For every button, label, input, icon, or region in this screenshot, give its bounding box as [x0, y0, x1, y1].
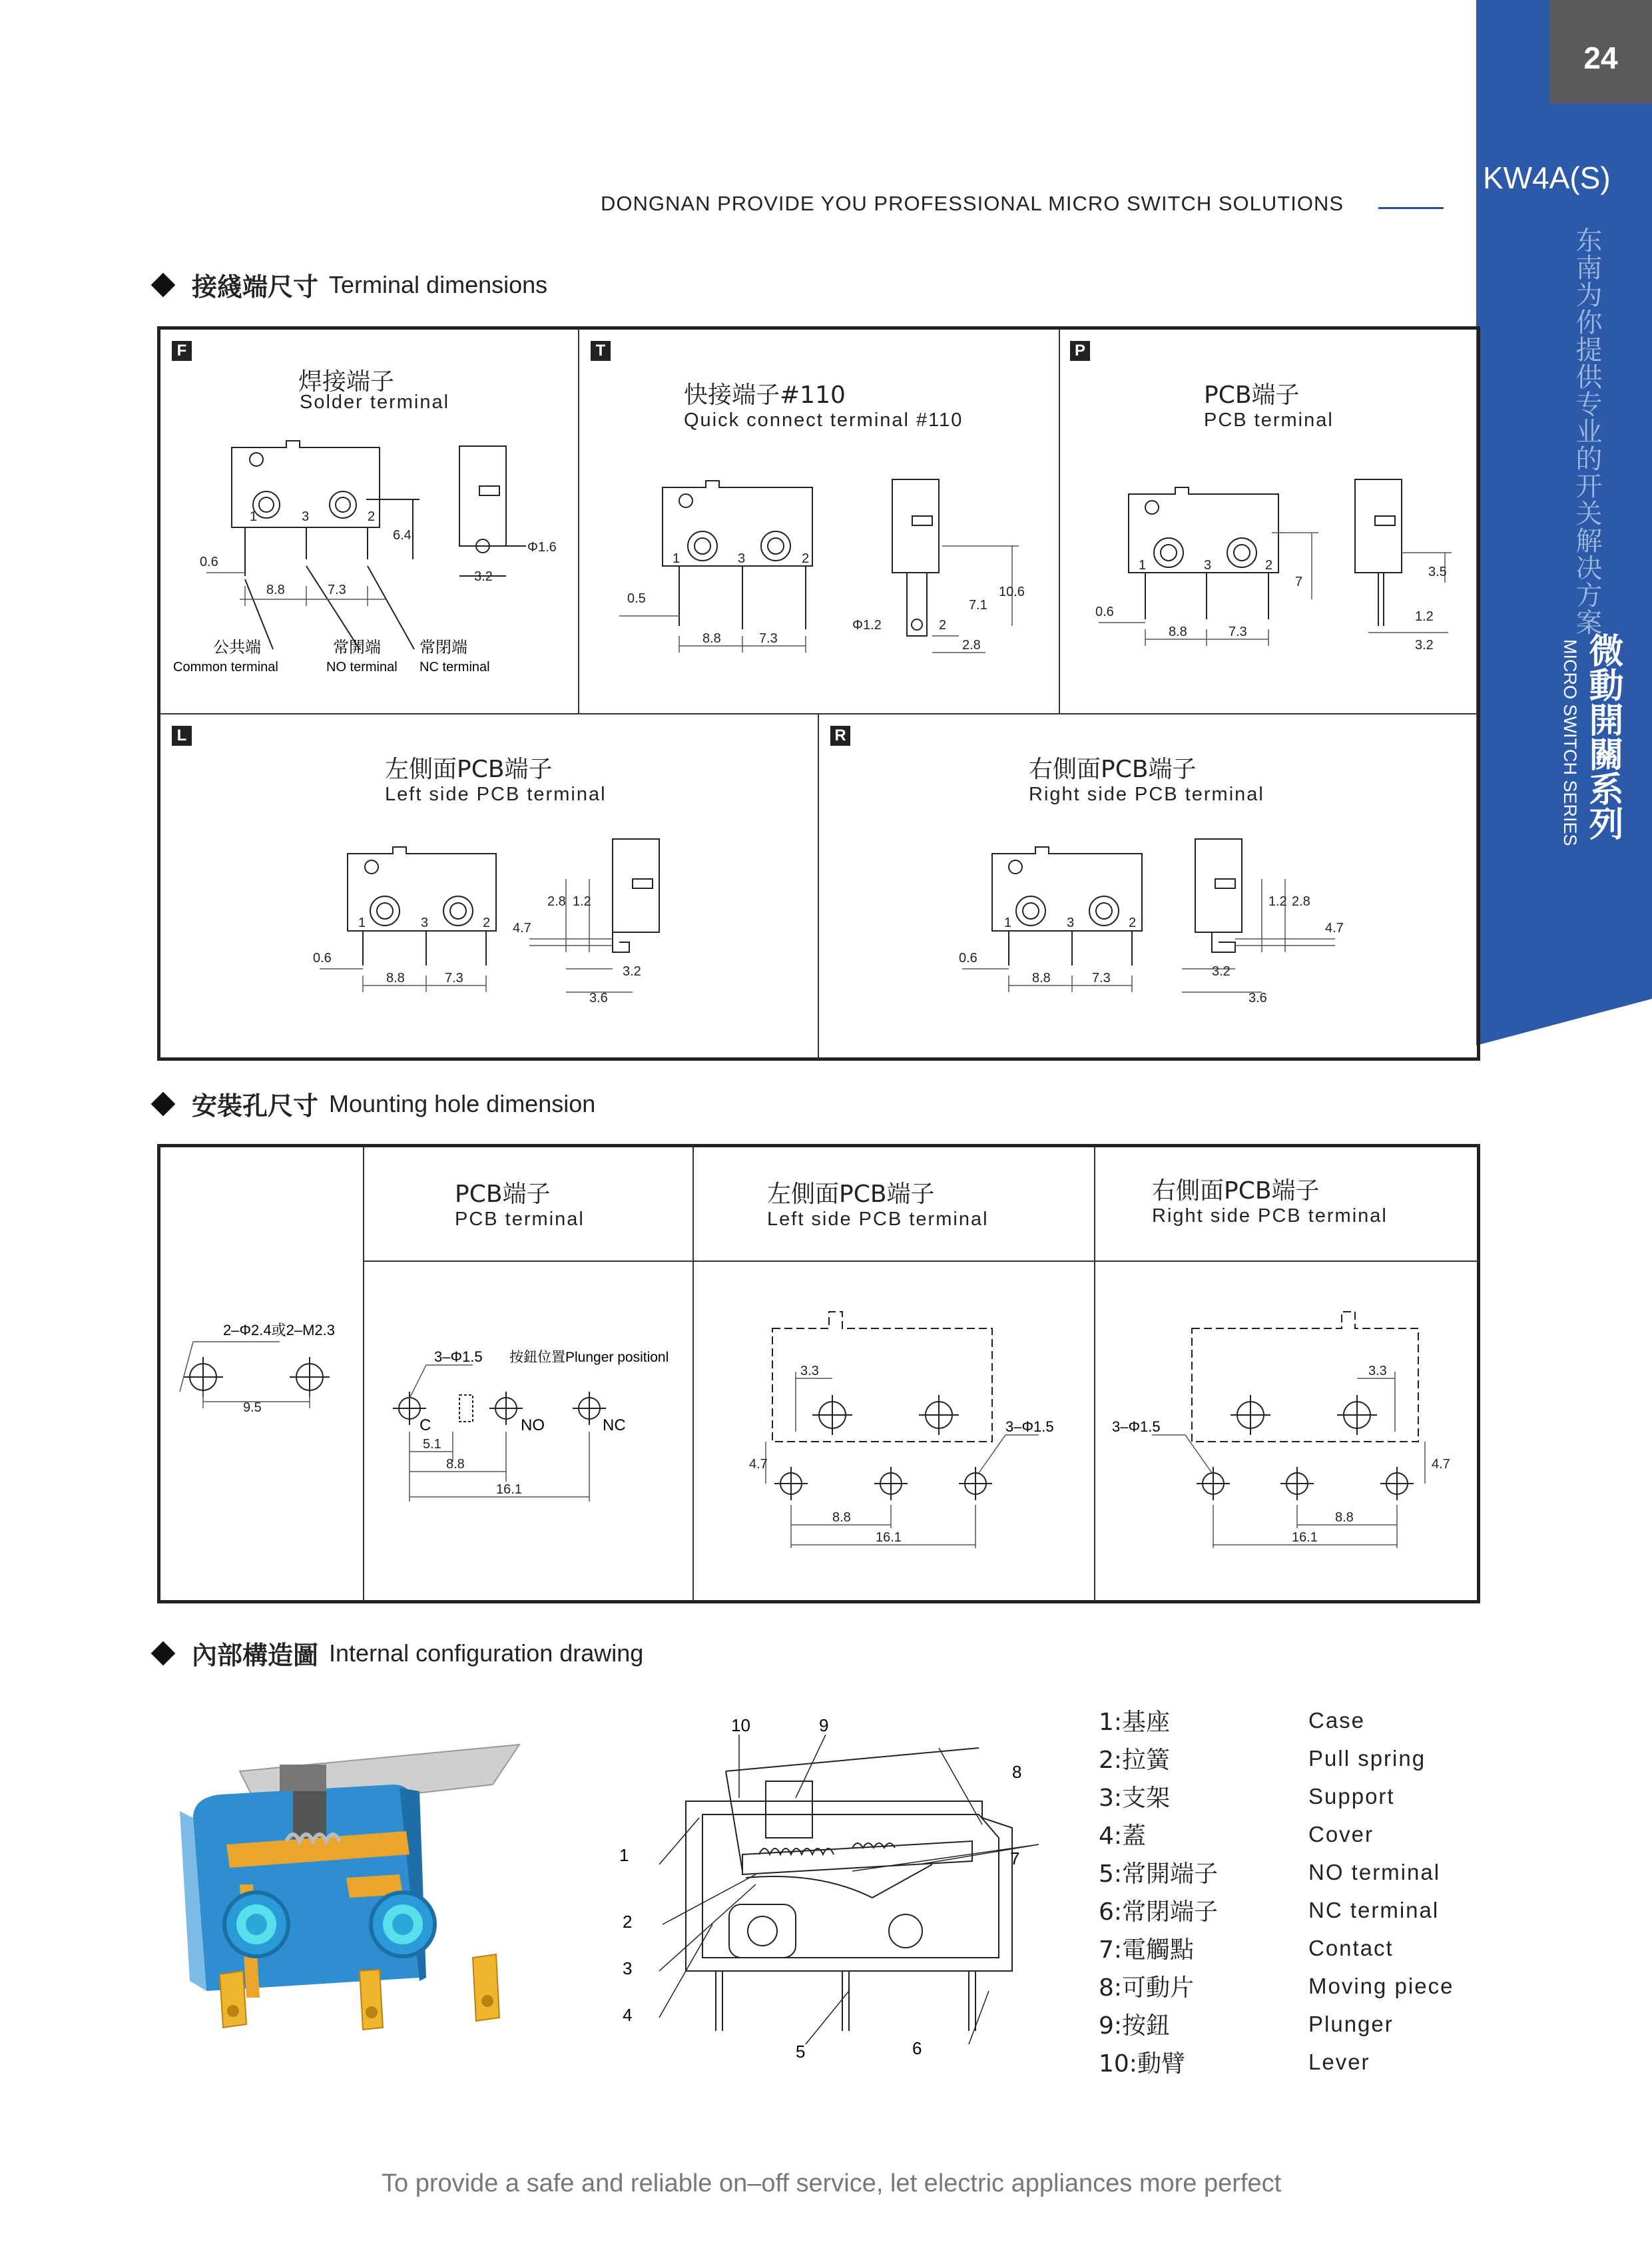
dim-label: 0.6 [200, 555, 218, 569]
cell-letter-badge: T [591, 341, 611, 361]
part-zh: 7:電觸點 [1099, 1936, 1195, 1964]
dim-label: 5.1 [423, 1437, 441, 1452]
callout-label: 6 [912, 2038, 922, 2058]
internal-line-drawing [599, 1705, 1052, 2064]
dim-label: 3.5 [1428, 565, 1447, 579]
dim-label: Φ1.2 [852, 618, 882, 633]
section-title-en: Internal configuration drawing [329, 1639, 644, 1667]
dim-label: 3.3 [1368, 1364, 1387, 1378]
dim-label: 4.7 [513, 921, 531, 936]
cell-title-en: Solder terminal [300, 392, 450, 413]
dim-label: Φ1.6 [527, 540, 557, 555]
pin-label: 1 [1004, 916, 1012, 930]
header-tagline: DONGNAN PROVIDE YOU PROFESSIONAL MICRO SWITCH SOLUTIONS [601, 192, 1344, 215]
dim-label: 9.5 [243, 1400, 262, 1415]
pcb-mounting-drawing [373, 1338, 686, 1512]
part-en: Contact [1308, 1936, 1394, 1960]
dim-label: 8.8 [1169, 625, 1187, 639]
side-band [1476, 0, 1652, 1045]
mounting-table-col-divider [1094, 1147, 1095, 1601]
dim-label: 8.8 [1032, 971, 1051, 985]
solder-terminal-drawing [166, 426, 573, 693]
mounting-table-header-divider [364, 1261, 1479, 1262]
side-slogan: 东南为你提供专业的开关解决方案 [1571, 226, 1602, 636]
pin-label: 3 [302, 509, 310, 524]
callout-label: 2 [623, 1912, 633, 1932]
pin-nc-label: NC [603, 1416, 626, 1434]
mount-col-title-en: Right side PCB terminal [1152, 1205, 1388, 1227]
section-title-internal [154, 1635, 643, 1671]
switch-3d-illustration [180, 1725, 533, 2038]
dim-label: 8.8 [446, 1457, 465, 1472]
part-en: Pull spring [1308, 1746, 1426, 1771]
cell-title-zh: PCB端子 [1204, 382, 1300, 409]
side-series-en: MICRO SWITCH SERIES [1560, 639, 1580, 846]
quick-connect-drawing [586, 453, 1052, 706]
dim-label: 8.8 [832, 1510, 851, 1525]
dim-label: 7.3 [445, 971, 463, 985]
section-title-mounting [154, 1085, 595, 1122]
mounting-holes-drawing [166, 1312, 360, 1432]
part-zh: 6:常閉端子 [1099, 1898, 1219, 1926]
plunger-position-label: 按鈕位置Plunger positionl [509, 1350, 669, 1365]
cell-title-zh: 快接端子#110 [684, 382, 846, 409]
pin-label: 2 [1265, 558, 1273, 573]
callout-label: 4 [623, 2005, 633, 2025]
dim-label: 16.1 [876, 1530, 902, 1545]
dim-label: 7.3 [328, 583, 346, 597]
cell-title-en: Left side PCB terminal [385, 784, 607, 805]
left-side-pcb-drawing [300, 826, 806, 1045]
callout-label: 8 [1012, 1762, 1022, 1782]
pin-label: 2 [483, 916, 491, 930]
part-zh: 10:動臂 [1099, 2050, 1185, 2078]
part-en: Plunger [1308, 2012, 1394, 2036]
mounting-table-col-divider [363, 1147, 364, 1601]
dim-label: 8.8 [1335, 1510, 1354, 1525]
callout-label: 9 [819, 1715, 829, 1735]
pin-label: 3 [738, 551, 746, 566]
dim-label: 3.2 [1212, 964, 1231, 979]
part-en: NO terminal [1308, 1860, 1441, 1884]
cell-title-zh: 焊接端子 [298, 368, 395, 396]
callout-label: 7 [1010, 1848, 1020, 1868]
dim-label: 1.2 [1415, 609, 1434, 624]
mounting-table-col-divider [692, 1147, 694, 1601]
terminal-table-col-divider [578, 329, 579, 714]
dim-label: 0.6 [1095, 605, 1114, 619]
side-series-zh: 微動開關系列 [1583, 633, 1623, 840]
dim-label: 1.2 [573, 894, 591, 909]
pin-label: 2 [802, 551, 810, 566]
section-title-en: Terminal dimensions [329, 270, 548, 298]
section-title-en: Mounting hole dimension [329, 1089, 596, 1117]
dim-label: 10.6 [999, 585, 1025, 599]
part-zh: 2:拉簧 [1099, 1747, 1171, 1774]
terminal-table-col-divider [818, 714, 819, 1059]
cell-letter-badge: R [830, 726, 850, 746]
cell-title-zh: 左側面PCB端子 [385, 756, 553, 783]
part-zh: 1:基座 [1099, 1709, 1171, 1736]
pin-label: 1 [358, 916, 366, 930]
callout-label: 10 [731, 1715, 750, 1735]
terminal-label-en: NO terminal [326, 660, 398, 675]
dim-label: 4.7 [749, 1457, 768, 1472]
dim-label: 2 [939, 618, 947, 633]
left-side-mounting-drawing [726, 1298, 1079, 1565]
dim-label: 7.1 [969, 598, 987, 613]
part-en: Moving piece [1308, 1974, 1454, 1998]
cell-letter-badge: F [172, 341, 192, 361]
part-en: Support [1308, 1784, 1395, 1809]
dim-label: 0.5 [627, 591, 646, 606]
model-code: KW4A(S) [1483, 160, 1611, 195]
dim-label: 7.3 [1229, 625, 1247, 639]
right-side-mounting-drawing [1112, 1298, 1472, 1565]
dim-label: 3.3 [800, 1364, 819, 1378]
pin-no-label: NO [521, 1416, 545, 1434]
part-zh: 8:可動片 [1099, 1974, 1195, 2002]
dim-label: 3.2 [474, 569, 493, 584]
terminal-label-zh: 公共端 [213, 639, 261, 657]
dim-label: 16.1 [496, 1482, 522, 1497]
pcb-terminal-drawing [1065, 466, 1472, 706]
section-title-terminal [154, 266, 547, 303]
pin-label: 2 [1129, 916, 1137, 930]
dim-label: 3.2 [623, 964, 641, 979]
diamond-bullet-icon [151, 272, 176, 297]
callout-label: 3 [623, 1958, 633, 1978]
right-side-pcb-drawing [942, 826, 1448, 1045]
mount-col-title-en: Left side PCB terminal [767, 1209, 989, 1230]
dim-label: 3.6 [1248, 991, 1267, 1005]
pin-label: 1 [673, 551, 681, 566]
dim-label: 7.3 [1092, 971, 1111, 985]
section-title-zh: 接綫端尺寸 [192, 272, 319, 302]
terminal-label-en: NC terminal [419, 660, 490, 675]
diamond-bullet-icon [151, 1091, 176, 1116]
part-en: Case [1308, 1708, 1366, 1733]
pin-label: 3 [421, 916, 429, 930]
cell-title-en: Right side PCB terminal [1029, 784, 1264, 805]
part-zh: 3:支架 [1099, 1785, 1171, 1812]
dim-label: 4.7 [1432, 1457, 1450, 1472]
part-zh: 9:按鈕 [1099, 2012, 1171, 2040]
dim-label: 2.8 [1292, 894, 1310, 909]
dim-label: 0.6 [313, 951, 332, 966]
page-number: 24 [1583, 41, 1618, 75]
dim-label: 8.8 [266, 583, 285, 597]
dim-label: 3.6 [589, 991, 608, 1005]
part-en: NC terminal [1308, 1898, 1440, 1922]
callout-label: 5 [796, 2042, 806, 2062]
hole-spec-label: 2–Φ2.4或2–M2.3 [223, 1322, 335, 1338]
pin-label: 3 [1204, 558, 1212, 573]
dim-label: 0.6 [959, 951, 977, 966]
section-title-zh: 內部構造圖 [192, 1641, 319, 1670]
dim-label: 7.3 [759, 631, 778, 646]
dim-label: 4.7 [1325, 921, 1344, 936]
dim-label: 1.2 [1268, 894, 1287, 909]
callout-label: 1 [619, 1845, 629, 1865]
dim-label: 8.8 [386, 971, 405, 985]
cell-title-en: Quick connect terminal #110 [684, 410, 964, 431]
pin-label: 3 [1067, 916, 1075, 930]
holes-spec: 3–Φ1.5 [1112, 1418, 1161, 1435]
terminal-table-row-divider [160, 713, 1478, 714]
terminal-label-en: Common terminal [173, 660, 278, 675]
terminal-label-zh: 常閉端 [419, 639, 467, 657]
dim-label: 3.2 [1415, 638, 1434, 653]
mount-col-title-en: PCB terminal [455, 1209, 585, 1230]
dim-label: 2.8 [547, 894, 566, 909]
dim-label: 16.1 [1292, 1530, 1318, 1545]
part-en: Lever [1308, 2050, 1370, 2074]
dim-label: 7 [1295, 575, 1303, 589]
diamond-bullet-icon [151, 1641, 176, 1665]
footer-slogan: To provide a safe and reliable on–off service, let electric appliances more perfect [382, 2169, 1282, 2197]
side-band-shape [1476, 0, 1652, 1045]
mount-col-title-zh: PCB端子 [455, 1181, 551, 1208]
dim-label: 8.8 [702, 631, 721, 646]
dim-label: 2.8 [962, 638, 981, 653]
part-zh: 5:常開端子 [1099, 1860, 1219, 1888]
part-zh: 4:蓋 [1099, 1822, 1147, 1850]
dim-label: 6.4 [393, 528, 412, 543]
terminal-table-col-divider [1059, 329, 1060, 714]
holes-spec: 3–Φ1.5 [434, 1348, 483, 1365]
pin-c-label: C [419, 1416, 431, 1434]
cell-letter-badge: L [172, 726, 192, 746]
pin-label: 1 [250, 509, 258, 524]
pin-label: 1 [1139, 558, 1147, 573]
header-rule [1378, 207, 1444, 209]
part-en: Cover [1308, 1822, 1374, 1846]
pin-label: 2 [368, 509, 376, 524]
cell-title-zh: 右側面PCB端子 [1029, 756, 1197, 783]
mount-col-title-zh: 左側面PCB端子 [767, 1181, 935, 1208]
cell-title-en: PCB terminal [1204, 410, 1334, 431]
section-title-zh: 安裝孔尺寸 [192, 1091, 319, 1121]
holes-spec: 3–Φ1.5 [1005, 1418, 1054, 1435]
terminal-label-zh: 常開端 [333, 639, 381, 657]
mount-col-title-zh: 右側面PCB端子 [1152, 1177, 1320, 1205]
cell-letter-badge: P [1070, 341, 1090, 361]
